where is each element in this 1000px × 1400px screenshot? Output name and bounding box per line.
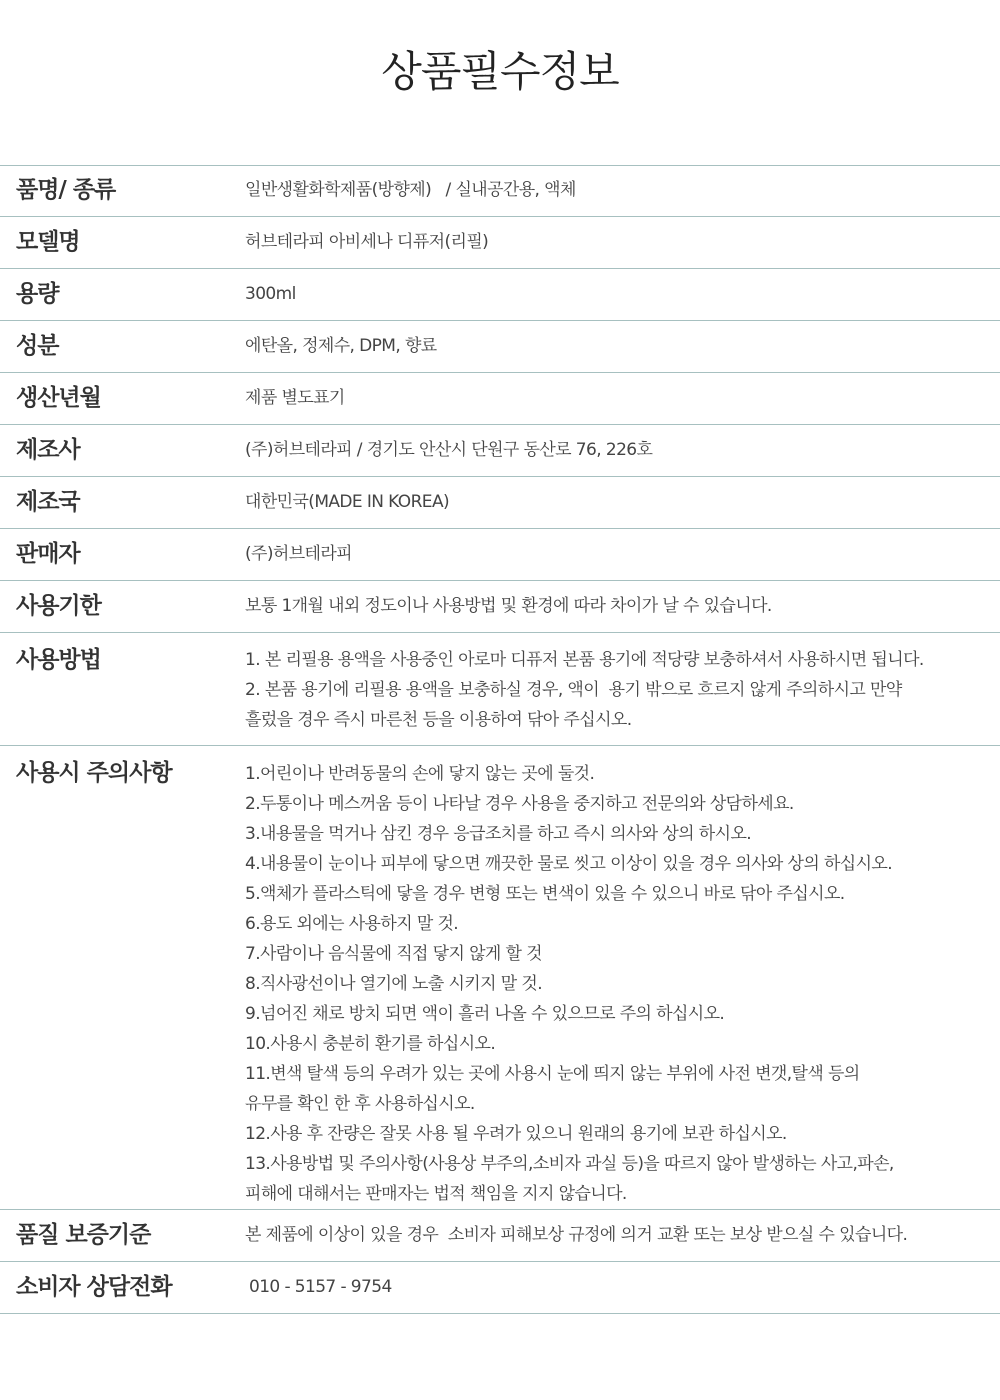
phone-label: 소비자 상담전화: [16, 1274, 172, 1300]
row-value: 일반생활화학제품(방향제) / 실내공간용, 액체: [245, 180, 576, 200]
row-value: 에탄올, 정제수, DPM, 향료: [245, 336, 437, 356]
table-row: [0, 529, 1000, 581]
table-row: [0, 477, 1000, 529]
caution-line: 12.사용 후 잔량은 잘못 사용 될 우려가 있으니 원래의 용기에 보관 하십시오.: [245, 1124, 787, 1144]
row-value: 허브테라피 아비세나 디퓨저(리필): [245, 232, 489, 252]
quality-row: [0, 1210, 1000, 1262]
table-row: [0, 425, 1000, 477]
phone-row: [0, 1262, 1000, 1314]
product-info-table: [0, 165, 1000, 1314]
caution-line: 2.두통이나 메스꺼움 등이 나타날 경우 사용을 중지하고 전문의와 상담하세요.: [245, 794, 794, 814]
usage-label: 사용방법: [16, 647, 101, 673]
row-label: 제조사: [16, 437, 80, 463]
caution-line: 피해에 대해서는 판매자는 법적 책임을 지지 않습니다.: [245, 1184, 627, 1204]
caution-line: 유무를 확인 한 후 사용하십시오.: [245, 1094, 475, 1114]
table-row: [0, 581, 1000, 633]
caution-line: 5.액체가 플라스틱에 닿을 경우 변형 또는 변색이 있을 수 있으니 바로 닦아 주십시오.: [245, 884, 845, 904]
caution-line: 4.내용물이 눈이나 피부에 닿으면 깨끗한 물로 씻고 이상이 있을 경우 의사와 상의 하십시오.: [245, 854, 893, 874]
caution-line: 7.사람이나 음식물에 직접 닿지 않게 할 것: [245, 944, 542, 964]
row-label: 모델명: [16, 229, 80, 255]
usage-row: [0, 633, 1000, 746]
caution-line: 9.넘어진 채로 방치 되면 액이 흘러 나올 수 있으므로 주의 하십시오.: [245, 1004, 725, 1024]
row-label: 사용기한: [16, 593, 101, 619]
table-row: [0, 321, 1000, 373]
usage-line: 흘렀을 경우 즉시 마른천 등을 이용하여 닦아 주십시오.: [245, 710, 632, 730]
page-title: 상품필수정보: [381, 47, 619, 96]
caution-line: 6.용도 외에는 사용하지 말 것.: [245, 914, 459, 934]
row-value: 제품 별도표기: [245, 388, 345, 408]
row-label: 품명/ 종류: [16, 177, 116, 203]
row-label: 성분: [16, 333, 59, 359]
caution-label: 사용시 주의사항: [16, 760, 172, 786]
row-label: 판매자: [16, 541, 80, 567]
usage-value: [245, 633, 1000, 735]
table-row: [0, 166, 1000, 217]
caution-line: 8.직사광선이나 열기에 노출 시키지 말 것.: [245, 974, 542, 994]
row-value: 보통 1개월 내외 정도이나 사용방법 및 환경에 따라 차이가 날 수 있습니다.: [245, 596, 772, 616]
caution-value: [245, 746, 1000, 1209]
table-row: [0, 217, 1000, 269]
row-value: 300ml: [245, 284, 296, 304]
row-value: 대한민국(MADE IN KOREA): [245, 492, 450, 512]
caution-line: 3.내용물을 먹거나 삼킨 경우 응급조치를 하고 즉시 의사와 상의 하시오.: [245, 824, 752, 844]
row-label: 생산년월: [16, 385, 101, 411]
row-value: (주)허브테라피: [245, 544, 352, 564]
phone-number: 010 - 5157 - 9754: [249, 1277, 392, 1297]
row-label: 제조국: [16, 489, 80, 515]
quality-value: 본 제품에 이상이 있을 경우 소비자 피해보상 규정에 의거 교환 또는 보상 받으실 수 있습니다.: [245, 1225, 908, 1245]
row-value: (주)허브테라피 / 경기도 안산시 단원구 동산로 76, 226호: [245, 440, 653, 460]
row-label: 용량: [16, 281, 59, 307]
table-row: [0, 373, 1000, 425]
usage-line: 2. 본품 용기에 리필용 용액을 보충하실 경우, 액이 용기 밖으로 흐르지 않게 주의하시고 만약: [245, 680, 902, 700]
caution-line: 11.변색 탈색 등의 우려가 있는 곳에 사용시 눈에 띄지 않는 부위에 사전 변갯,탈색 등의: [245, 1064, 860, 1084]
quality-label: 품질 보증기준: [16, 1222, 151, 1248]
caution-line: 13.사용방법 및 주의사항(사용상 부주의,소비자 과실 등)을 따르지 않아 발생하는 사고,파손,: [245, 1154, 894, 1174]
caution-row: [0, 746, 1000, 1210]
table-row: [0, 269, 1000, 321]
caution-line: 10.사용시 충분히 환기를 하십시오.: [245, 1034, 496, 1054]
caution-line: 1.어린이나 반려동물의 손에 닿지 않는 곳에 둘것.: [245, 764, 595, 784]
usage-line: 1. 본 리필용 용액을 사용중인 아로마 디퓨저 본품 용기에 적당량 보충하셔서 사용하시면 됩니다.: [245, 650, 924, 670]
